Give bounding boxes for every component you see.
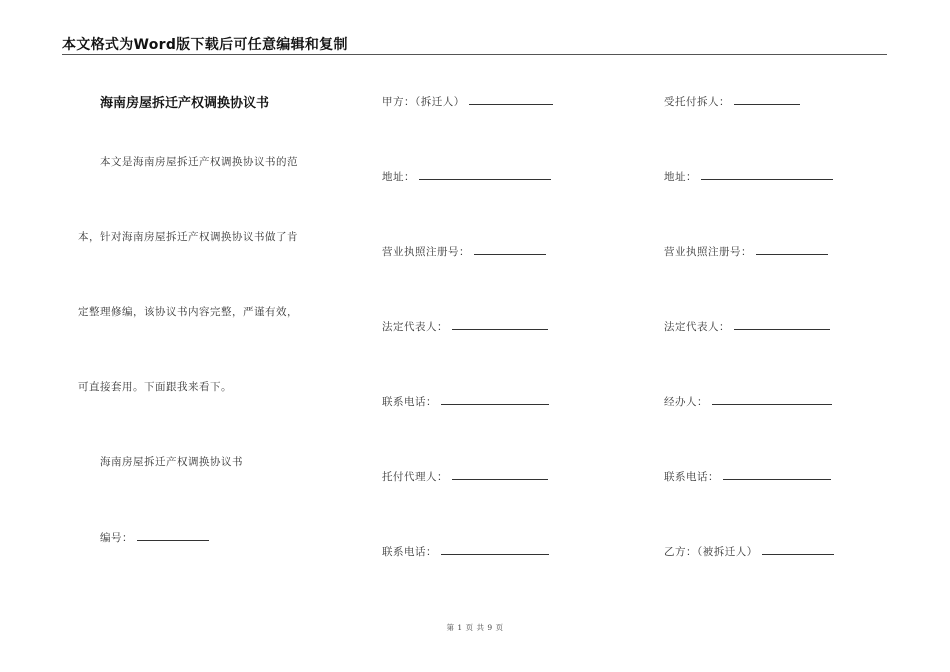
- party-a-phone-blank: [441, 393, 549, 405]
- subtitle-line: 海南房屋拆迁产权调换协议书: [100, 456, 243, 468]
- document-title: 海南房屋拆迁产权调换协议书: [100, 96, 270, 111]
- number-field: [100, 529, 209, 545]
- entrusted-license-field: [664, 243, 828, 259]
- entrusted-phone-label: 联系电话：: [664, 471, 719, 483]
- party-a-license-field: [382, 243, 546, 259]
- intro-line-1: 本文是海南房屋拆迁产权调换协议书的范: [100, 156, 298, 168]
- entrusted-address-field: [664, 168, 833, 184]
- party-a-agent-phone-label: 联系电话：: [382, 546, 437, 558]
- handler-field: [664, 393, 832, 409]
- party-a-blank: [469, 93, 553, 105]
- entrusted-phone-field: [664, 468, 831, 484]
- party-a-label: 甲方：（拆迁人）: [382, 96, 465, 108]
- intro-line-3: 定整理修编，该协议书内容完整，严谨有效，: [78, 306, 298, 318]
- party-a-agent-phone-field: [382, 543, 549, 559]
- intro-line-2: 本，针对海南房屋拆迁产权调换协议书做了肯: [78, 231, 298, 243]
- party-b-blank: [762, 543, 834, 555]
- header-text: 本文格式为Word版下载后可任意编辑和复制: [62, 37, 348, 53]
- entrusted-legal-rep-label: 法定代表人：: [664, 321, 730, 333]
- handler-blank: [712, 393, 832, 405]
- party-a-legal-rep-field: [382, 318, 548, 334]
- party-a-agent-label: 托付代理人：: [382, 471, 448, 483]
- handler-label: 经办人：: [664, 396, 708, 408]
- party-a-agent-field: [382, 468, 548, 484]
- entrusted-phone-blank: [723, 468, 831, 480]
- party-a-agent-blank: [452, 468, 548, 480]
- entrusted-demolisher-field: [664, 93, 800, 109]
- number-label: 编号：: [100, 532, 133, 544]
- party-a-agent-phone-blank: [441, 543, 549, 555]
- party-b-field: [664, 543, 834, 559]
- party-a-license-blank: [474, 243, 546, 255]
- entrusted-license-blank: [756, 243, 828, 255]
- entrusted-address-blank: [701, 168, 833, 180]
- entrusted-demolisher-label: 受托付拆人：: [664, 96, 730, 108]
- page-footer: 第 1 页 共 9 页: [446, 623, 504, 632]
- party-a-phone-field: [382, 393, 549, 409]
- entrusted-legal-rep-field: [664, 318, 830, 334]
- party-a-address-label: 地址：: [382, 171, 415, 183]
- party-a-legal-rep-label: 法定代表人：: [382, 321, 448, 333]
- document-header: [62, 34, 887, 55]
- party-a-legal-rep-blank: [452, 318, 548, 330]
- party-a-phone-label: 联系电话：: [382, 396, 437, 408]
- number-blank: [137, 529, 209, 541]
- party-a-address-field: [382, 168, 551, 184]
- entrusted-address-label: 地址：: [664, 171, 697, 183]
- party-b-label: 乙方：（被拆迁人）: [664, 546, 758, 558]
- party-a-address-blank: [419, 168, 551, 180]
- entrusted-legal-rep-blank: [734, 318, 830, 330]
- entrusted-demolisher-blank: [734, 93, 800, 105]
- party-a-field: [382, 93, 553, 109]
- party-a-license-label: 营业执照注册号：: [382, 246, 470, 258]
- entrusted-license-label: 营业执照注册号：: [664, 246, 752, 258]
- intro-line-4: 可直接套用。下面跟我来看下。: [78, 381, 232, 393]
